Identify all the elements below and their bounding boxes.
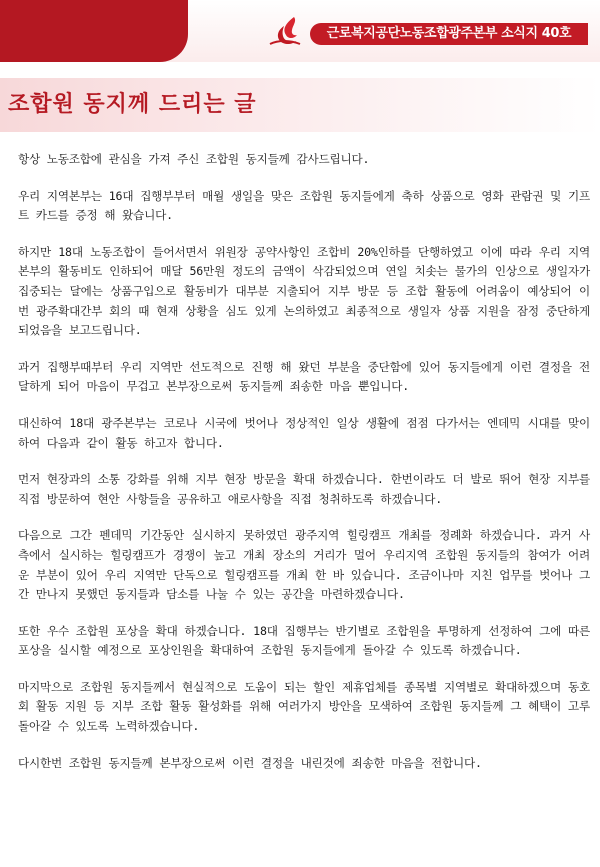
header-red-block — [0, 0, 188, 62]
newsletter-title: 근로복지공단노동조합광주본부 소식지 40호 — [326, 26, 572, 41]
union-flame-logo-icon — [264, 14, 312, 50]
paragraph: 하지만 18대 노동조합이 들어서면서 위원장 공약사항인 조합비 20%인하를 단행하였고 이에 따라 우리 지역본부의 활동비도 인하되어 매달 56만원 정도의 금액이 삭감되었으며 연일 치솟는 물가의 인상으로 생일자가 집중되는 달에는 상품구입으로 활동비가 대부분 지출되어 지부 방문 등 조합 활동에 어려움이 예상되어 이번 광주확대간부 회의 때 현재 상황을 심도 있게 논의하였고 최종적으로 생일자 상품 지원을 잠정 중단하게 되었음을 보고드립니다. — [18, 244, 590, 338]
paragraph: 대신하여 18대 광주본부는 코로나 시국에 벗어나 정상적인 일상 생활에 점점 다가서는 엔데믹 시대를 맞이하여 다음과 같이 활동 하고자 합니다. — [18, 415, 590, 450]
paragraph: 또한 우수 조합원 포상을 확대 하겠습니다. 18대 집행부는 반기별로 조합원을 투명하게 선정하여 그에 따른 포상을 실시할 예정으로 포상인원을 확대하여 조합원 동지들에게 돌아갈 수 있도록 하겠습니다. — [18, 623, 590, 658]
paragraph: 먼저 현장과의 소통 강화를 위해 지부 현장 방문을 확대 하겠습니다. 한번이라도 더 발로 뛰어 현장 지부를 직접 방문하여 현안 사항들을 공유하고 애로사항을 직접 청취하도록 하겠습니다. — [18, 472, 590, 506]
paragraph: 과거 집행부때부터 우리 지역만 선도적으로 진행 해 왔던 부분을 중단함에 있어 동지들에게 이런 결정을 전달하게 되어 마음이 무겁고 본부장으로써 동지들께 죄송한 마음 뿐입니다. — [18, 359, 590, 394]
paragraph: 우리 지역본부는 16대 집행부부터 매월 생일을 맞은 조합원 동지들에게 축하 상품으로 영화 관람권 및 기프트 카드를 증정 해 왔습니다. — [18, 188, 590, 223]
paragraph: 마지막으로 조합원 동지들께서 현실적으로 도움이 되는 할인 제휴업체를 종목별 지역별로 확대하겠으며 동호회 활동 지원 등 지부 조합 활동 활성화를 위해 여러가지 방안을 모색하여 조합원 동지들께 그 혜택이 고루 돌아갈 수 있도록 노력하겠습니다. — [18, 679, 590, 734]
paragraph: 항상 노동조합에 관심을 가져 주신 조합원 동지들께 감사드립니다. — [18, 152, 370, 166]
newsletter-title-bar — [310, 23, 588, 45]
section-title: 조합원 동지께 드리는 글 — [8, 92, 257, 117]
paragraph: 다시한번 조합원 동지들께 본부장으로써 이런 결정을 내린것에 죄송한 마음을 전합니다. — [18, 755, 482, 770]
letter-body — [18, 150, 590, 790]
paragraph: 다음으로 그간 펜데믹 기간동안 실시하지 못하였던 광주지역 힐링캠프 개최를 정례화 하겠습니다. 과거 사측에서 실시하는 힐링캠프가 경쟁이 높고 개최 장소의 거리가 멀어 우리지역 조합원 동지들의 참여가 어려운 부분이 있어 우리 지역만 단독으로 힐링캠프를 개최 한 바 있습니다. 조금이나마 지친 업무를 벗어나 그간 만나지 못했던 동지들과 담소를 나눌 수 있는 공간을 마련하겠습니다. — [18, 528, 590, 602]
